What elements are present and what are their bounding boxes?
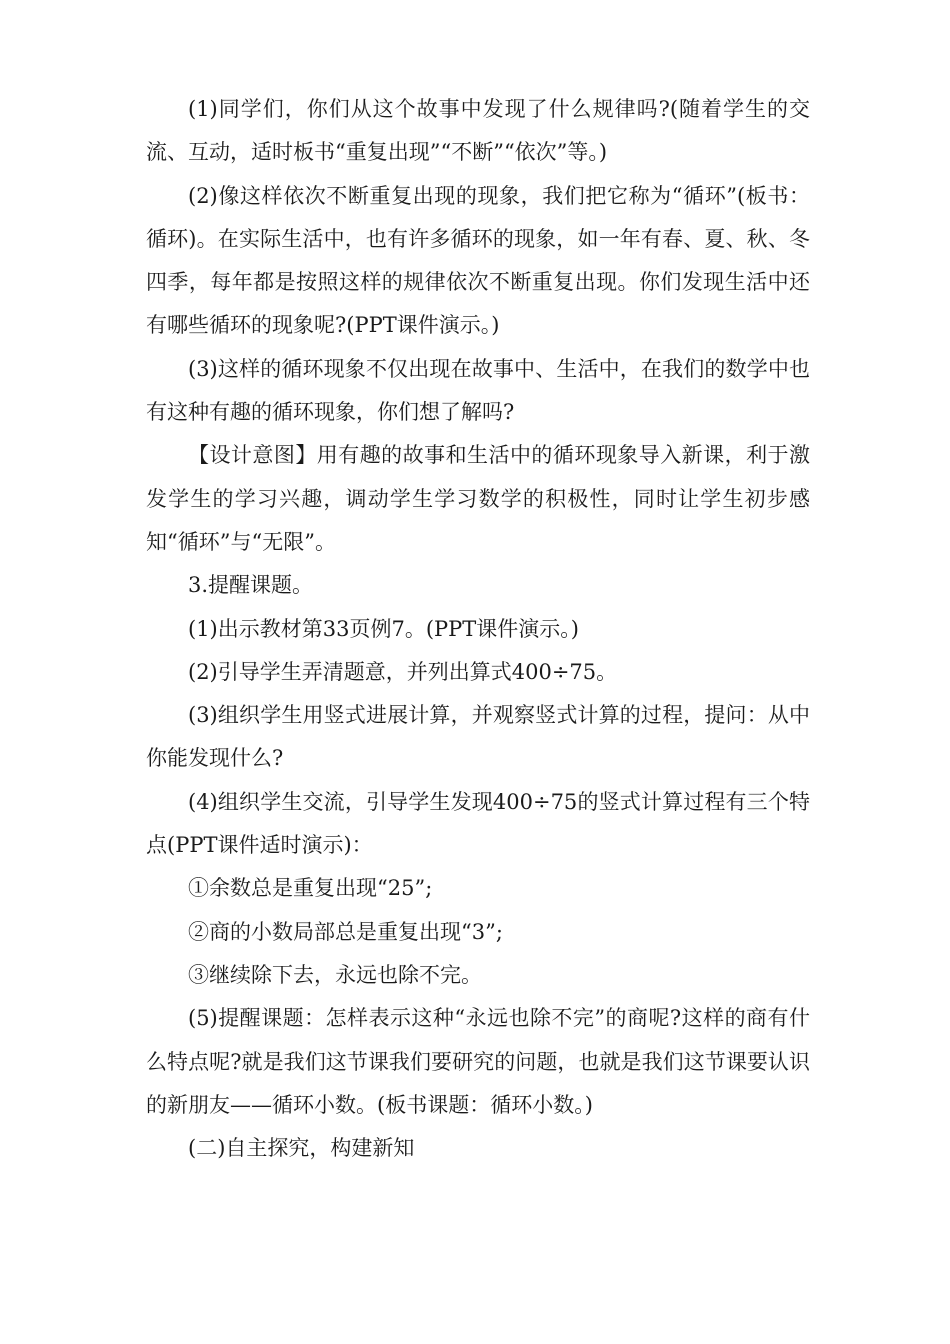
paragraph-step-1: (1)出示教材第33页例7。(PPT课件演示。) [188, 616, 579, 641]
feature-item-3: ③继续除下去，永远也除不完。 [188, 962, 482, 987]
paragraph-1: (1)同学们，你们从这个故事中发现了什么规律吗?(随着学生的交流、互动，适时板书“重复出现”“不断”“依次”等。) [146, 97, 810, 165]
paragraph-step-2: (2)引导学生弄清题意，并列出算式400÷75。 [188, 659, 618, 684]
paragraph-2: (2)像这样依次不断重复出现的现象，我们把它称为“循环”(板书：循环)。在实际生活中，也有许多循环的现象，如一年有春、夏、秋、冬四季，每年都是按照这样的规律依次不断重复出现。你们发现生活中还有哪些循环的现象呢?(PPT课件演示。) [146, 183, 810, 338]
paragraph-step-3: (3)组织学生用竖式进展计算，并观察竖式计算的过程，提问：从中你能发现什么? [146, 703, 810, 771]
paragraph-step-4: (4)组织学生交流，引导学生发现400÷75的竖式计算过程有三个特点(PPT课件适时演示)： [146, 789, 810, 858]
design-intent-paragraph: 【设计意图】用有趣的故事和生活中的循环现象导入新课，利于激发学生的学习兴趣，调动学生学习数学的积极性，同时让学生初步感知“循环”与“无限”。 [146, 443, 810, 554]
paragraph-3: (3)这样的循环现象不仅出现在故事中、生活中，在我们的数学中也有这种有趣的循环现象，你们想了解吗? [146, 356, 810, 425]
document-body [146, 88, 810, 1170]
paragraph-step-5: (5)提醒课题：怎样表示这种“永远也除不完”的商呢?这样的商有什么特点呢?就是我们这节课我们要研究的问题，也就是我们这节课要认识的新朋友——循环小数。(板书课题：循环小数。) [146, 1006, 810, 1117]
feature-item-1: ①余数总是重复出现“25”; [188, 876, 433, 901]
section-heading-2: (二)自主探究，构建新知 [188, 1136, 415, 1161]
feature-item-2: ②商的小数局部总是重复出现“3”; [188, 919, 503, 944]
section-heading-3: 3.提醒课题。 [188, 573, 314, 598]
